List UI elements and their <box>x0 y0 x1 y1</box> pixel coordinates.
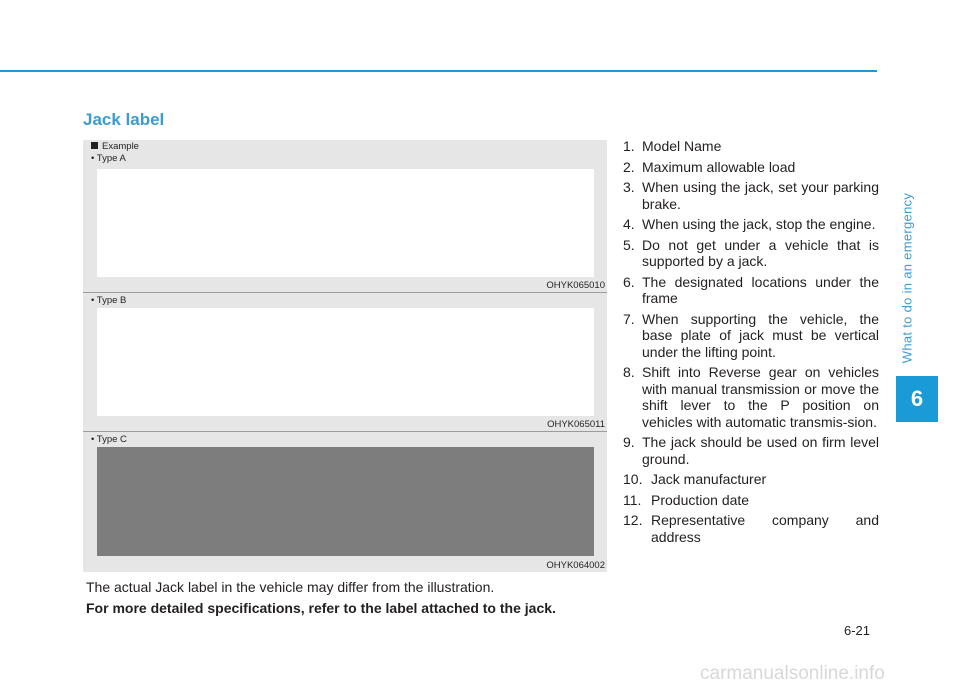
list-item: 1. Model Name <box>623 138 722 154</box>
example-caption <box>91 141 139 152</box>
figure-panel-type-a <box>83 140 607 293</box>
watermark: carmanualsonline.info <box>700 663 885 684</box>
chapter-side-title: What to do in an emergency <box>899 192 915 364</box>
image-code-type-a: OHYK065010 <box>546 280 605 291</box>
note-specifications: For more detailed specifications, refer to the label attached to the jack. <box>86 600 556 616</box>
image-code-type-b: OHYK065011 <box>547 419 605 430</box>
header-rule <box>0 70 877 72</box>
jack-label-image-type-a <box>97 169 594 277</box>
list-item: 6. The designated locations under the frame <box>623 273 879 306</box>
jack-label-image-type-b <box>97 308 594 416</box>
list-item: 10. Jack manufacturer <box>623 471 767 487</box>
list-item: 8. Shift into Reverse gear on vehicles with manual transmission or move the shift lever to the P position on vehicles with automatic transmis-sion. <box>623 364 879 430</box>
square-bullet-icon <box>91 142 98 149</box>
figure-panel-type-c <box>83 432 607 572</box>
page-number: 6-21 <box>844 623 871 638</box>
list-item: 12. Representative company and address <box>623 512 879 545</box>
list-item: 3. When using the jack, set your parking brake. <box>623 179 879 212</box>
notes <box>86 577 626 619</box>
list-item: 9. The jack should be used on firm level ground. <box>623 434 879 467</box>
section-title: Jack label <box>83 110 165 129</box>
jack-label-image-type-c <box>97 447 594 556</box>
figure-panel-type-b <box>83 293 607 432</box>
list-item: 5. Do not get under a vehicle that is supported by a jack. <box>623 236 879 269</box>
note-illustration: The actual Jack label in the vehicle may differ from the illustration. <box>86 579 495 595</box>
image-code-type-c: OHYK064002 <box>546 560 605 571</box>
chapter-number-tab: 6 <box>896 376 938 422</box>
type-b-label: • Type B <box>91 295 127 306</box>
type-a-label: • Type A <box>91 153 126 164</box>
list-item: 11. Production date <box>623 491 750 508</box>
list-item: 4. When using the jack, stop the engine. <box>623 216 876 232</box>
example-label: Example <box>102 141 139 152</box>
label-items-list <box>623 138 879 549</box>
list-item: 7. When supporting the vehicle, the base plate of jack must be vertical under the lifting point. <box>623 310 879 360</box>
list-item: 2. Maximum allowable load <box>623 158 796 175</box>
type-c-label: • Type C <box>91 434 127 445</box>
